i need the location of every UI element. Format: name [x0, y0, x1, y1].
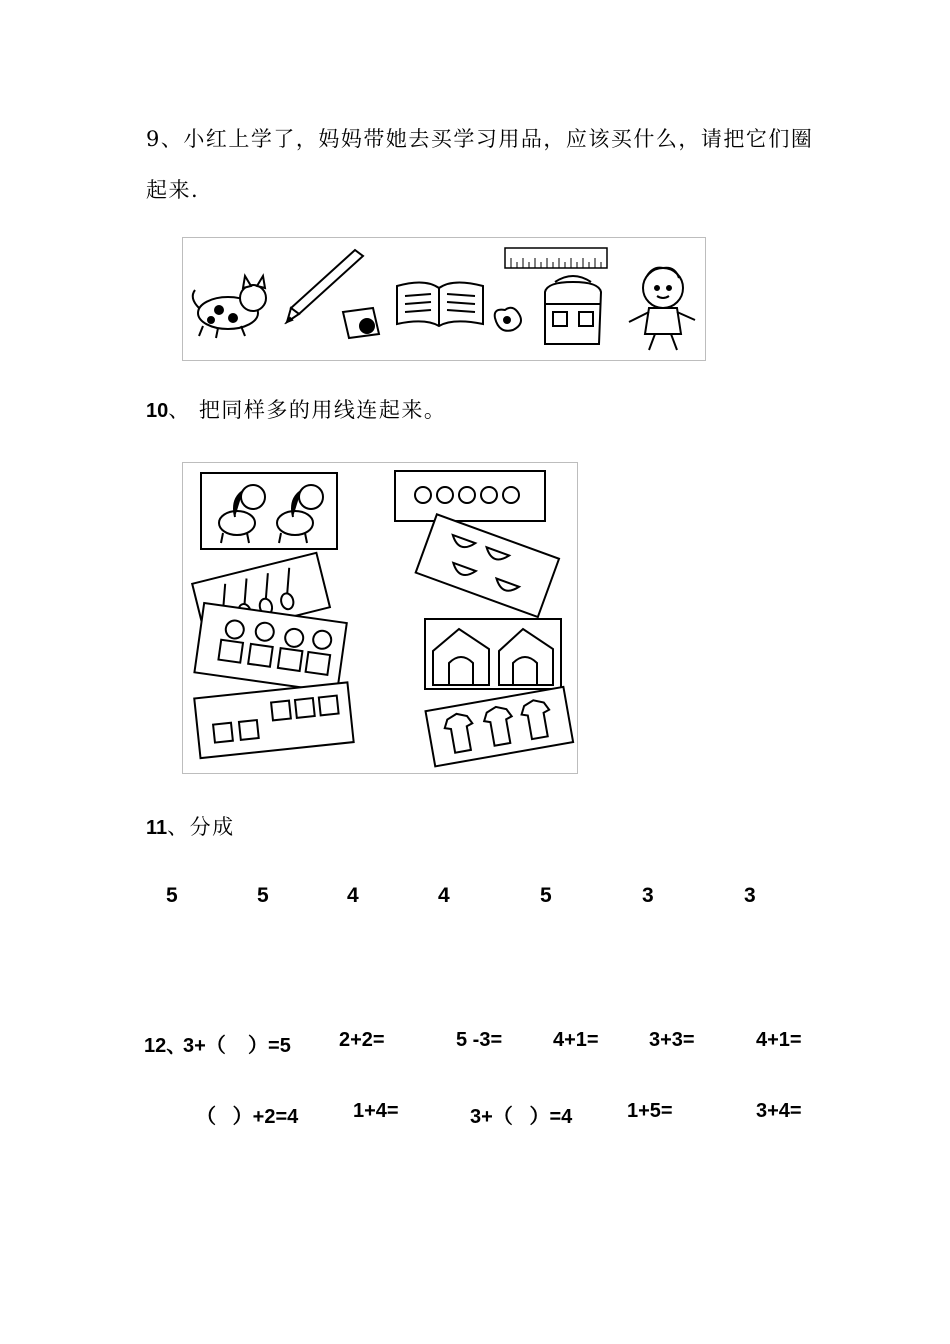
equation: 2+2=	[339, 1029, 385, 1051]
eraser-picture	[495, 308, 521, 331]
split-number: 5	[540, 884, 552, 907]
q10-heading	[146, 394, 446, 424]
clothes-card	[426, 687, 574, 766]
equation: 3+3=	[649, 1029, 695, 1051]
equation: 4+1=	[756, 1029, 802, 1051]
q11-heading	[146, 811, 235, 841]
matching-image	[182, 462, 578, 774]
bowls-card	[416, 514, 559, 617]
equation: 5 -3=	[456, 1029, 503, 1051]
q11-text: 、分成	[167, 815, 235, 839]
q9-line1: 9、小红上学了，妈妈带她去买学习用品，应该买什么，请把它们圈	[146, 127, 814, 151]
equation: 4+1=	[553, 1029, 599, 1051]
equation: 1+5=	[627, 1100, 673, 1122]
schoolbag-picture	[545, 276, 601, 344]
q10-text: 、 把同样多的用线连起来。	[168, 398, 447, 422]
circles-card	[395, 471, 545, 521]
sharpener-picture	[343, 308, 379, 338]
equation: 3+（ ）=4	[470, 1106, 573, 1128]
ruler-picture	[505, 248, 607, 268]
q12-prefix: 12、	[144, 1035, 187, 1057]
houses-card	[425, 619, 561, 689]
school-supplies-image	[182, 237, 706, 361]
equation: 3+4=	[756, 1100, 802, 1122]
book-picture	[397, 282, 483, 326]
equation: （ ）+2=4	[196, 1106, 299, 1128]
child-picture	[629, 268, 695, 350]
q9-line2: 起来.	[146, 178, 200, 202]
equation: 3+（ ）=5	[183, 1035, 291, 1057]
cat-picture	[193, 276, 266, 338]
split-number: 4	[347, 884, 359, 907]
split-number: 4	[438, 884, 450, 907]
split-number: 5	[166, 884, 178, 907]
q10-number: 10	[146, 400, 169, 422]
squares-card	[194, 682, 353, 758]
equation: 1+4=	[353, 1100, 399, 1122]
dogs-card	[201, 473, 337, 549]
split-number: 3	[642, 884, 654, 907]
q11-number: 11	[146, 817, 168, 839]
children-card	[194, 603, 346, 692]
split-number: 3	[744, 884, 756, 907]
split-number: 5	[257, 884, 269, 907]
